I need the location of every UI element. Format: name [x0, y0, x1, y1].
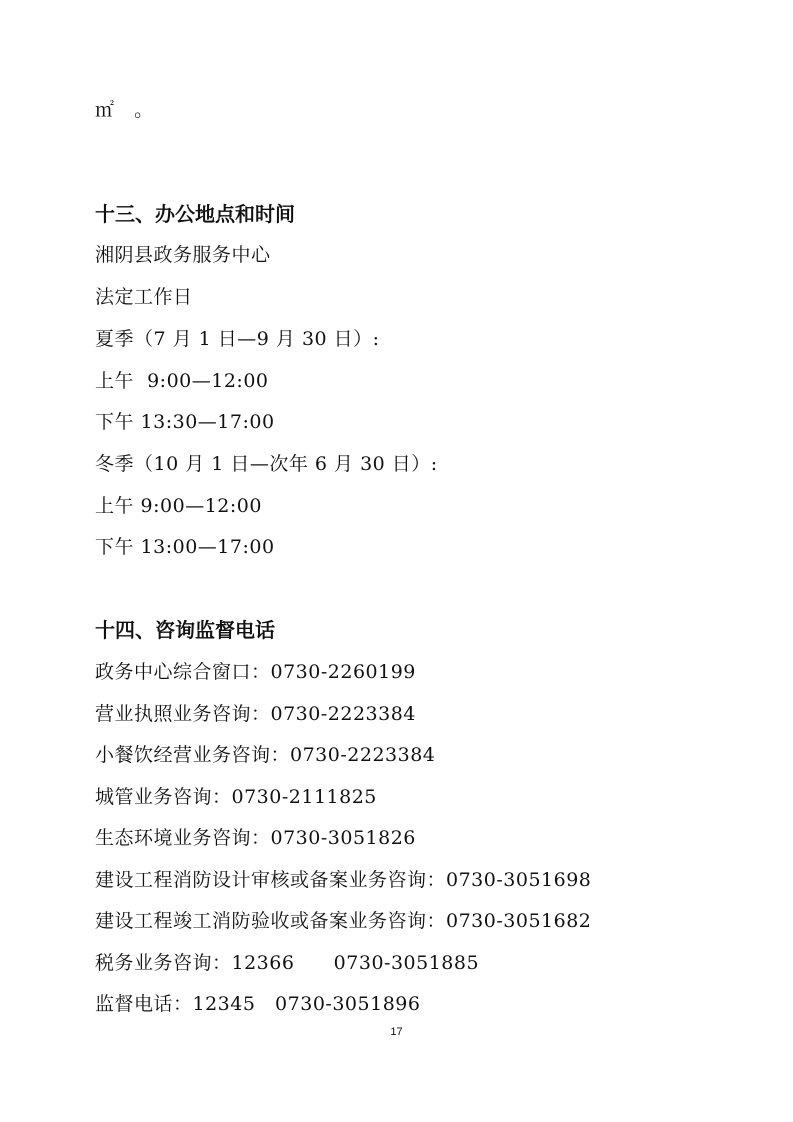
section-14-line: 税务业务咨询：12366 0730-3051885: [95, 952, 480, 974]
section-13-heading: 十三、办公地点和时间: [95, 202, 295, 226]
section-13-line: 湘阴县政务服务中心: [95, 244, 271, 266]
section-13-line: 冬季（10 月 1 日—次年 6 月 30 日）:: [95, 453, 438, 475]
section-14-line: 生态环境业务咨询：0730-3051826: [95, 827, 416, 849]
section-13-line: 夏季（7 月 1 日—9 月 30 日）:: [95, 328, 380, 350]
section-13-line: 上午 9:00—12:00: [95, 370, 269, 392]
section-14-line: 建设工程竣工消防验收或备案业务咨询：0730-3051682: [95, 910, 592, 932]
section-14-line: 政务中心综合窗口：0730-2260199: [95, 661, 416, 683]
section-13-line: 上午 9:00—12:00: [95, 495, 262, 517]
section-13-line: 下午 13:30—17:00: [95, 411, 275, 433]
page-number: 17: [390, 1026, 403, 1038]
top-fragment: ㎡ 。: [95, 99, 154, 121]
section-14-line: 建设工程消防设计审核或备案业务咨询：0730-3051698: [95, 869, 592, 891]
section-13-line: 下午 13:00—17:00: [95, 536, 275, 558]
section-14-line: 监督电话：12345 0730-3051896: [95, 993, 421, 1015]
section-14-line: 营业执照业务咨询：0730-2223384: [95, 703, 416, 725]
section-14-line: 小餐饮经营业务咨询：0730-2223384: [95, 744, 436, 766]
section-14-line: 城管业务咨询：0730-2111825: [95, 786, 377, 808]
section-14-heading: 十四、咨询监督电话: [95, 618, 275, 642]
section-13-line: 法定工作日: [95, 286, 193, 308]
